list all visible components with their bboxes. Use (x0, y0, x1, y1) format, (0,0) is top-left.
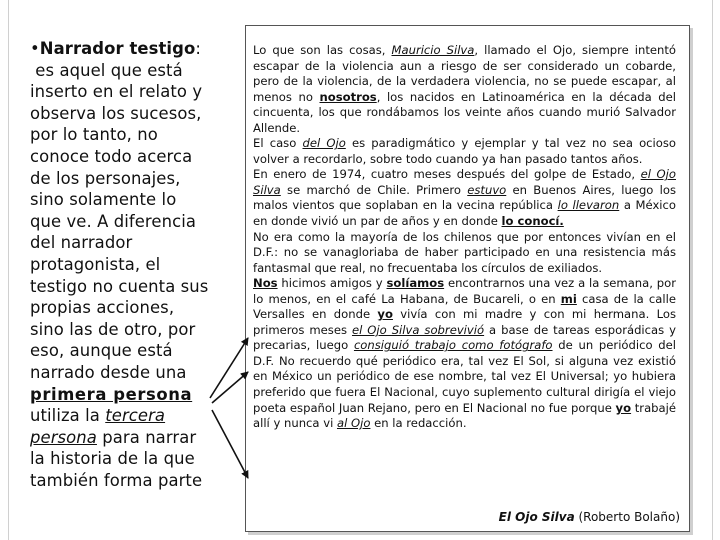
definition-line: propias acciones, (30, 298, 175, 318)
definition-line: utiliza la tercera (30, 406, 166, 426)
highlight-nos: Nos (253, 276, 278, 291)
highlight-sobrevivio: el Ojo Silva sobrevivió (351, 322, 485, 337)
definition-line: protagonista, el (30, 254, 161, 274)
definition-line: es aquel que está (30, 60, 183, 80)
narrator-term: Narrador testigo (39, 39, 196, 58)
primera-persona-highlight: primera persona (30, 384, 193, 404)
highlight-nosotros: nosotros (319, 89, 377, 104)
book-title: El Ojo Silva (498, 510, 575, 524)
definition-line: de los personajes, (30, 168, 181, 188)
highlight-yo: yo (615, 400, 632, 415)
quote-paragraph: No era como la mayoría de los chilenos que por entonces vivían en el D.F.: no se vanagloriaba de haber participado en una resistencia más fantasmal que real, no frecuentaba los círculos de exiliados. (253, 229, 676, 275)
highlight-lo-conoci: lo conocí. (501, 214, 564, 229)
tercera-emphasis: tercera (105, 406, 166, 426)
highlight-estuvo: estuvo (467, 182, 507, 197)
definition-line: observa los sucesos, (30, 103, 202, 123)
highlight-del-ojo: del Ojo (302, 136, 346, 151)
highlight-soliamos: solíamos (386, 276, 445, 291)
highlight-yo: yo (377, 307, 393, 322)
definition-line: que ve. A diferencia (30, 211, 196, 231)
highlight-al-ojo: al Ojo (336, 416, 371, 431)
definition-line: persona para narrar (30, 427, 197, 447)
quote-paragraph: Lo que son las cosas, Mauricio Silva, llamado el Ojo, siempre intentó escapar de la violencia aun a riesgo de ser considerado un cobarde, pero de la violencia, de la verdadera violencia, no se puede escapar, al menos no nosotros, los nacidos en Latinoamérica en la década del cincuenta, los que rondábamos los veinte años cuando murió Salvador Allende. (253, 43, 676, 135)
quote-paragraph: En enero de 1974, cuatro meses después del golpe de Estado, el Ojo Silva se marchó de Chile. Primero estuvo en Buenos Aires, luego los malos vientos que soplaban en la vecina república lo llevaron a México en donde vivió un par de años y en donde lo conocí. (253, 167, 677, 229)
definition-line: por lo tanto, no (30, 125, 158, 145)
definition-line: la historia de la que (30, 449, 195, 469)
definition-heading: •Narrador testigo: (30, 39, 201, 58)
definition-line: también forma parte (30, 470, 203, 490)
quote-paragraph: Nos hicimos amigos y solíamos encontrarnos una vez a la semana, por lo menos, en el café La Habana, de Bucareli, o en mi casa de la calle Versalles en donde yo vivía con mi madre y con mi hermana. Los primeros meses el Ojo Silva sobrevivió a base de tareas esporádicas y precarias, luego consiguió trabajo como fotógrafo de un periódico del D.F. No recuerdo qué periódico era, tal vez El Sol, si alguna vez existió en México un periódico de ese nombre, tal vez El Universal; yo hubiera preferido que fuera El Nacional, cuyo suplemento cultural dirigía el viejo poeta español Juan Rejano, pero en El Nacional no fue porque yo trabajé allí y nunca vi al Ojo en la redacción. (253, 276, 677, 431)
highlight-el-ojo-silva: el Ojo Silva (253, 167, 676, 197)
definition-line: conoce todo acerca (30, 146, 193, 166)
highlight-mauricio-silva: Mauricio Silva (391, 43, 475, 57)
highlight-mi: mi (560, 291, 577, 306)
persona-emphasis: persona (30, 427, 97, 447)
definition-line: sino solamente lo (30, 190, 177, 210)
definition-line: narrado desde una (30, 362, 187, 382)
definition-line: inserto en el relato y (30, 82, 203, 102)
definition-line: sino las de otro, por (30, 319, 196, 339)
highlight-lo-llevaron: lo llevaron (557, 198, 620, 213)
bullet-icon: • (30, 39, 40, 58)
highlight-consiguio-trabajo: consiguió trabajo como fotógrafo (353, 338, 553, 353)
left-divider-line (8, 0, 9, 540)
narrator-definition (30, 38, 235, 491)
attribution (499, 510, 680, 524)
definition-line: del narrador (30, 233, 133, 253)
quote-text (253, 43, 676, 432)
quote-paragraph: El caso del Ojo es paradigmático y ejemplar y tal vez no sea ocioso volver a recordarlo, sobre todo cuando ya han pasado tantos años. (253, 136, 676, 166)
author-name: (Roberto Bolaño) (574, 510, 680, 524)
definition-line: eso, aunque está (30, 341, 173, 361)
definition-line: testigo no cuenta sus (30, 276, 209, 296)
right-divider-line (712, 0, 713, 540)
